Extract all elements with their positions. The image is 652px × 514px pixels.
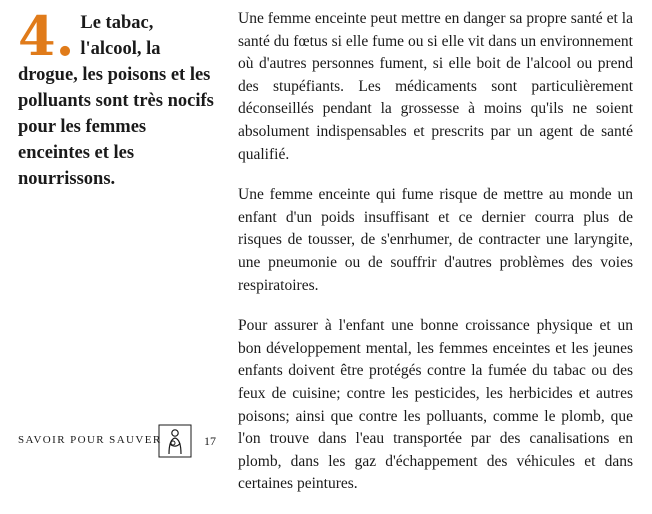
paragraph-3: Pour assurer à l'enfant une bonne croissance physique et un bon développement mental, les femmes enceintes et les jeunes enfants doivent être protégés contre la fumée du tabac ou des feux de cuisine; contre les pesticides, les herbicides et autres poisons; ainsi que contre les polluants, comme le plomb, que l'on trouve dans l'eau transportée par des canalisations en plomb, dans les gaz d'échappement des véhicules et dans certaines peintures. (238, 317, 633, 493)
sidebar-heading (18, 4, 218, 192)
series-title: SAVOIR POUR SAUVER (18, 434, 162, 446)
body-text (238, 8, 633, 514)
page-footer (18, 424, 218, 458)
section-number: 4. (18, 4, 75, 68)
paragraph-1: Une femme enceinte peut mettre en danger sa propre santé et la santé du fœtus si elle fume ou si elle vit dans un environnement où d'autres personnes fument, si elle boit de l'alcool ou prend des stupéfiants. Les médicaments sont particulièrement déconseillés pendant la grossesse à moins qu'ils ne soient absolument indispensables et prescrits par un agent de santé qualifié. (238, 10, 633, 163)
section-heading (18, 4, 218, 192)
section-headline: Le tabac, l'alcool, la drogue, les poisons et les polluants sont très nocifs pour les femmes enceintes et les nourrissons. (18, 13, 214, 189)
paragraph-2: Une femme enceinte qui fume risque de mettre au monde un enfant d'un poids insuffisant et ce dernier courra plus de risques de tousser, de s'enrhumer, de contracter une laryngite, une pneumonie ou de souffrir d'autres problèmes des voies respiratoires. (238, 186, 633, 294)
mother-child-icon (158, 424, 192, 458)
page-number: 17 (204, 434, 216, 448)
